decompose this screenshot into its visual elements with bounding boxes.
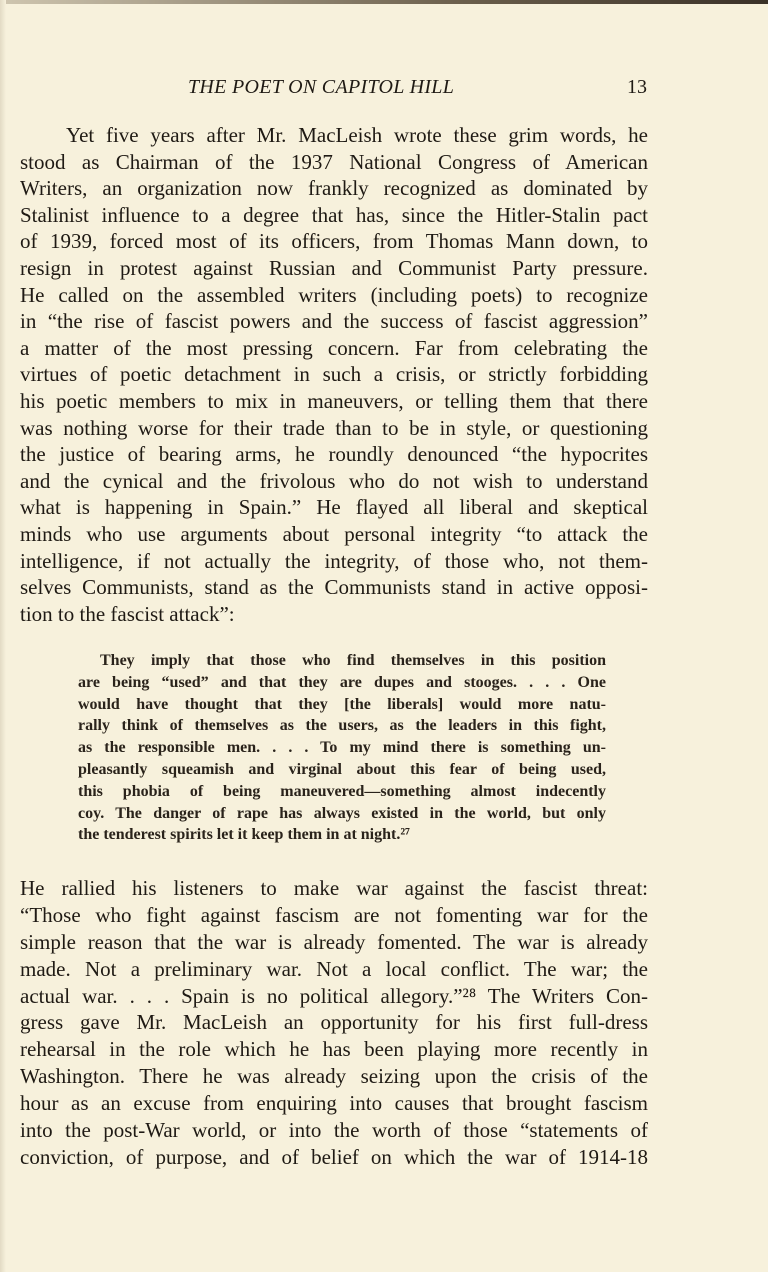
text-line: the justice of bearing arms, he roundly denounced “the hypocrites xyxy=(20,442,648,467)
body-paragraph-1 xyxy=(20,122,648,627)
text-line: intelligence, if not actually the integrity, of those who, not them- xyxy=(20,548,648,573)
text-line: what is happening in Spain.” He flayed all liberal and skeptical xyxy=(20,495,648,520)
page-top-edge xyxy=(0,0,768,4)
text-line: simple reason that the war is already fomented. The war is already xyxy=(20,929,648,954)
text-line: Stalinist influence to a degree that has, since the Hitler-Stalin pact xyxy=(20,202,648,227)
text-line: and the cynical and the frivolous who do not wish to understand xyxy=(20,468,648,493)
text-line: are being “used” and that they are dupes and stooges. . . . One xyxy=(78,673,606,691)
text-line: this phobia of being maneuvered—something almost indecently xyxy=(78,782,606,800)
text-line: Yet five years after Mr. MacLeish wrote these grim words, he xyxy=(66,123,648,147)
text-line: Washington. There he was already seizing upon the crisis of the xyxy=(20,1064,648,1089)
text-line: hour as an excuse from enquiring into causes that brought fascism xyxy=(20,1091,648,1116)
text-line: coy. The danger of rape has always existed in the world, but only xyxy=(78,804,606,822)
text-line: selves Communists, stand as the Communists stand in active opposi- xyxy=(20,575,648,600)
text-line: They imply that those who find themselves in this position xyxy=(100,652,606,669)
text-line: of 1939, forced most of its officers, from Thomas Mann down, to xyxy=(20,229,648,254)
text-line: pleasantly squeamish and virginal about this fear of being used, xyxy=(78,760,606,778)
running-header xyxy=(0,76,768,102)
text-line: rehearsal in the role which he has been playing more recently in xyxy=(20,1037,648,1062)
text-line: Writers, an organization now frankly recognized as dominated by xyxy=(20,176,648,201)
text-line: conviction, of purpose, and of belief on which the war of 1914-18 xyxy=(20,1144,648,1169)
text-line: his poetic members to mix in maneuvers, or telling them that there xyxy=(20,388,648,413)
text-line: in “the rise of fascist powers and the success of fascist aggression” xyxy=(20,309,648,334)
page-number: 13 xyxy=(627,76,647,98)
text-line: He rallied his listeners to make war against the fascist threat: xyxy=(20,876,648,900)
text-line: virtues of poetic detachment in such a crisis, or strictly forbidding xyxy=(20,362,648,387)
text-line: was nothing worse for their trade than to be in style, or questioning xyxy=(20,415,648,440)
text-line: tion to the fascist attack”: xyxy=(20,601,235,626)
text-line: minds who use arguments about personal integrity “to attack the xyxy=(20,521,648,546)
running-title: THE POET ON CAPITOL HILL xyxy=(188,76,455,98)
text-line: a matter of the most pressing concern. Far from celebrating the xyxy=(20,335,648,360)
text-line: into the post-War world, or into the worth of those “statements of xyxy=(20,1118,648,1143)
text-line: gress gave Mr. MacLeish an opportunity for his first full-dress xyxy=(20,1010,648,1035)
text-line: as the responsible men. . . . To my mind there is something un- xyxy=(78,739,606,757)
text-line: would have thought that they [the liberals] would more natu- xyxy=(78,695,606,713)
text-line: resign in protest against Russian and Communist Party pressure. xyxy=(20,255,648,280)
page-binding-shadow xyxy=(0,0,6,1272)
text-line: the tenderest spirits let it keep them in at night.²⁷ xyxy=(78,826,410,844)
text-line: actual war. . . . Spain is no political allegory.”²⁸ The Writers Con- xyxy=(20,983,648,1008)
text-line: He called on the assembled writers (including poets) to recognize xyxy=(20,282,648,307)
text-line: made. Not a preliminary war. Not a local conflict. The war; the xyxy=(20,956,648,981)
text-line: “Those who fight against fascism are not fomenting war for the xyxy=(20,902,648,927)
text-line: rally think of themselves as the users, as the leaders in this fight, xyxy=(78,717,606,735)
block-quote xyxy=(78,650,606,846)
text-line: stood as Chairman of the 1937 National Congress of American xyxy=(20,149,648,174)
body-paragraph-2 xyxy=(20,875,648,1171)
